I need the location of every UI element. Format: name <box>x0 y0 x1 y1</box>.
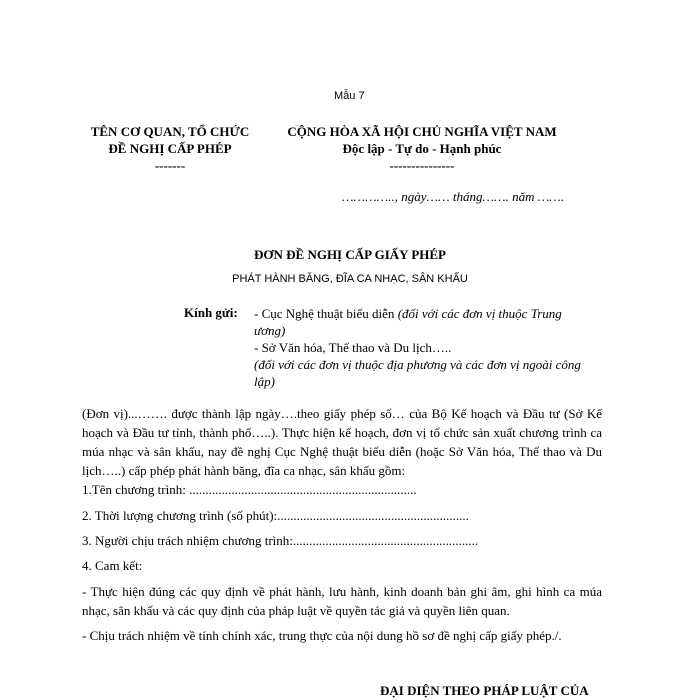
nation-title: CỘNG HÒA XÃ HỘI CHỦ NGHĨA VIỆT NAM <box>287 124 557 139</box>
commitment-1: - Thực hiện đúng các quy định về phát hành, lưu hành, kinh doanh bản ghi âm, ghi hình ca múa nhạc, sân khấu và các quy định của pháp luật về quyền tác giả và quyền liên quan. <box>82 584 602 618</box>
organization-label: TÊN CƠ QUAN, TỔ CHỨC <box>90 124 250 139</box>
field-responsible-person: 3. Người chịu trách nhiệm chương trình:......................................................... <box>82 533 479 548</box>
recipient-2: - Sở Văn hóa, Thể thao và Du lịch….. <box>254 340 452 355</box>
recipient-2-note-cont: lập) <box>254 374 275 389</box>
field-commitment: 4. Cam kết: <box>82 558 143 573</box>
document-title: ĐƠN ĐỀ NGHỊ CẤP GIẤY PHÉP <box>254 247 446 262</box>
field-duration: 2. Thời lượng chương trình (số phút):........................................................... <box>82 508 469 523</box>
left-header-rule: ------- <box>154 158 186 173</box>
commitment-2: - Chịu trách nhiệm về tính chính xác, trung thực của nội dung hồ sơ đề nghị cấp giấy phép./. <box>82 628 562 643</box>
motto: Độc lập - Tự do - Hạnh phúc <box>342 141 502 156</box>
recipient-label: Kính gửi: <box>184 305 238 320</box>
signature-heading: ĐẠI DIỆN THEO PHÁP LUẬT CỦA <box>380 683 589 698</box>
left-header <box>70 123 270 174</box>
right-header-rule: --------------- <box>389 158 455 173</box>
body-paragraph: (Đơn vị)...……. được thành lập ngày….theo giấy phép số… của Bộ Kế hoạch và Đầu tư (Sở Kế hoạch và Đầu tư tỉnh, thành phố…..). Thực hiện kế hoạch, đơn vị tổ chức sản xuất chương trình ca múa nhạc và sân khấu, nay đề nghị Cục Nghệ thuật biểu diễn (hoặc Sở Văn hóa, Thể thao và Du lịch…..) cấp phép phát hành băng, đĩa ca nhạc, sân khấu gồm: <box>82 406 602 478</box>
recipient-1 <box>254 305 581 322</box>
right-header <box>272 123 572 174</box>
date-line: ………….., ngày…… tháng……. năm ……. <box>342 189 565 204</box>
recipients-list <box>254 305 581 390</box>
document-subtitle: PHÁT HÀNH BĂNG, ĐĨA CA NHẠC, SÂN KHẤU <box>232 273 468 285</box>
recipient-1-note: (đối với các đơn vị thuộc Trung <box>397 306 562 321</box>
recipient-2-note: (đối với các đơn vị thuộc địa phương và các đơn vị ngoài công <box>254 357 581 372</box>
recipient-1-name: - Cục Nghệ thuật biểu diễn <box>254 306 398 321</box>
field-program-name: 1.Tên chương trình: ...................................................................... <box>82 482 417 497</box>
recipient-1-note-cont: ương) <box>254 323 286 338</box>
form-code: Mẫu 7 <box>334 90 365 102</box>
requesting-label: ĐỀ NGHỊ CẤP PHÉP <box>108 141 232 156</box>
